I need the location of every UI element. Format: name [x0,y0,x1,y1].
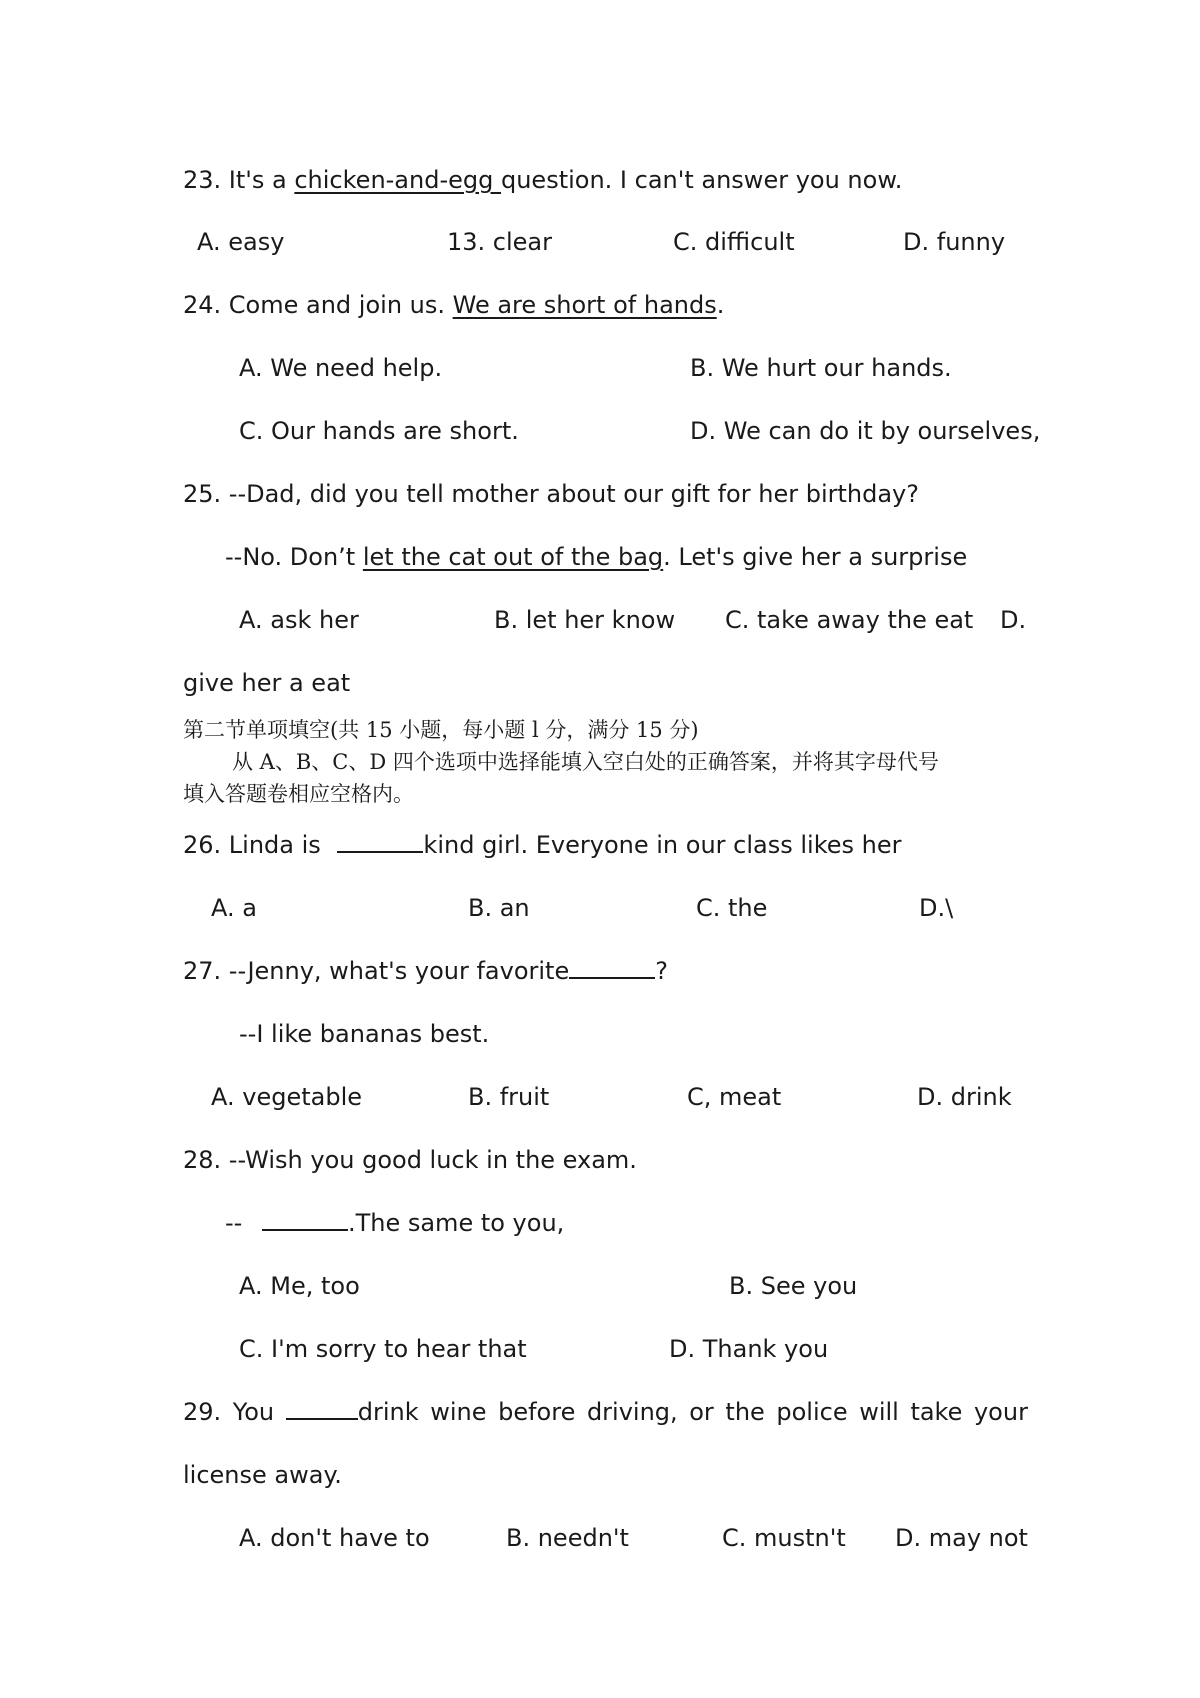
q29-word: 29. [183,1398,222,1426]
q29-word: will [859,1398,899,1426]
q25-option-a[interactable]: A. ask her [239,606,359,634]
q29-word: your [973,1398,1028,1426]
q23-option-c[interactable]: C. difficult [673,228,795,256]
q29-word: wine [430,1398,487,1426]
section-heading: 第二节单项填空(共 15 小题，每小题 l 分，满分 15 分) [183,718,699,742]
q29-word: You [232,1398,275,1426]
q24-stem [183,293,724,317]
q26-option-a[interactable]: A. a [211,894,257,922]
q25-option-b[interactable]: B. let her know [494,606,676,634]
q29-word: take [910,1398,963,1426]
q28-option-b[interactable]: B. See you [729,1272,858,1300]
q24-option-a[interactable]: A. We need help. [239,354,443,382]
q23-stem-text: 23. It's a [183,166,295,194]
q27-option-a[interactable]: A. vegetable [211,1083,363,1111]
q29-word: driving, [586,1398,678,1426]
q27-stem [183,959,668,983]
q26-option-c[interactable]: C. the [696,894,768,922]
q26-stem-text: 26. Linda is [183,831,329,859]
q29-word: drink [357,1398,419,1426]
q24-option-c[interactable]: C. Our hands are short. [239,417,519,445]
q25-option-d[interactable]: D. [1000,606,1027,634]
q29-word: or [689,1398,714,1426]
q28-option-a[interactable]: A. Me, too [239,1272,360,1300]
q25-reply-text: --No. Don’t [225,543,363,571]
q28-reply-rest: .The same to you, [347,1209,565,1237]
q29-word: police [776,1398,848,1426]
section-instruction-2: 填入答题卷相应空格内。 [183,782,414,806]
q23-stem-rest: question. I can't answer you now. [500,166,903,194]
q26-stem [183,833,901,857]
q28-option-c[interactable]: C. I'm sorry to hear that [239,1335,527,1363]
q29-option-c[interactable]: C. mustn't [722,1524,846,1552]
q25-reply [225,545,967,569]
q29-option-a[interactable]: A. don't have to [239,1524,430,1552]
q24-option-b[interactable]: B. We hurt our hands. [690,354,952,382]
q28-blank[interactable] [262,1228,348,1231]
q24-underlined-phrase: We are short of hands [452,291,717,319]
q29-word: before [498,1398,576,1426]
q29-blank[interactable] [286,1417,358,1420]
q24-stem-rest: . [716,291,725,319]
q29-option-b[interactable]: B. needn't [506,1524,629,1552]
q23-stem [183,168,902,192]
q28-reply-text: -- [225,1209,250,1237]
q27-answer: --I like bananas best. [239,1020,490,1048]
q27-stem-rest: ? [655,957,668,985]
q28-reply [225,1211,564,1235]
q26-option-b[interactable]: B. an [468,894,530,922]
q29-word: the [725,1398,765,1426]
q25-stem: 25. --Dad, did you tell mother about our gift for her birthday? [183,480,919,508]
q28-option-d[interactable]: D. Thank you [669,1335,829,1363]
q23-option-a[interactable]: A. easy [197,228,285,256]
q26-option-d[interactable]: D.\ [919,894,954,922]
q24-option-d[interactable]: D. We can do it by ourselves, [690,417,1041,445]
q29-stem [183,1400,1028,1424]
q26-stem-rest: kind girl. Everyone in our class likes her [423,831,902,859]
q24-stem-text: 24. Come and join us. [183,291,453,319]
q27-option-c[interactable]: C, meat [687,1083,782,1111]
q25-reply-rest: . Let's give her a surprise [663,543,968,571]
q27-blank[interactable] [569,976,655,979]
q25-option-d-wrap[interactable]: give her a eat [183,669,351,697]
q28-stem: 28. --Wish you good luck in the exam. [183,1146,637,1174]
q29-stem-wrap: license away. [183,1461,342,1489]
q25-underlined-phrase: let the cat out of the bag [362,543,664,571]
q29-option-d[interactable]: D. may not [895,1524,1028,1552]
section-instruction-1: 从 A、B、C、D 四个选项中选择能填入空白处的正确答案，并将其字母代号 [232,750,939,774]
q29-blank-group [286,1400,419,1424]
q26-blank[interactable] [337,850,423,853]
q27-option-d[interactable]: D. drink [917,1083,1012,1111]
q27-stem-text: 27. --Jenny, what's your favorite [183,957,570,985]
q23-option-b[interactable]: 13. clear [447,228,552,256]
q25-option-c[interactable]: C. take away the eat [725,606,974,634]
q23-option-d[interactable]: D. funny [903,228,1006,256]
q23-underlined-phrase: chicken-and-egg [294,166,501,194]
q27-option-b[interactable]: B. fruit [468,1083,550,1111]
